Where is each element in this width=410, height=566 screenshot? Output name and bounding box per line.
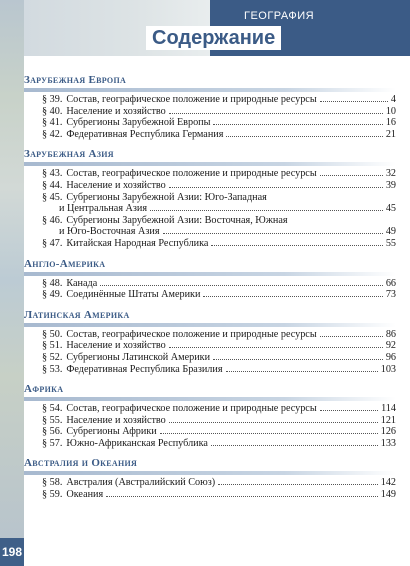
section-title: Австралия и Океания [24, 457, 138, 470]
toc-entry[interactable] [42, 426, 396, 438]
page-ref: 126 [380, 426, 396, 438]
entry-title: Австралия (Австралийский Союз) [66, 477, 216, 489]
entry-title: Состав, географическое положение и природные ресурсы [66, 94, 317, 105]
entry-title: Субрегионы Зарубежной Европы [66, 117, 211, 129]
page-ref: 10 [385, 105, 396, 117]
dot-leader [226, 136, 382, 137]
entry-title: Федеративная Республика Германия [66, 128, 224, 140]
paragraph-number: § 48. [42, 277, 63, 289]
paragraph-number: § 40. [42, 105, 63, 117]
paragraph-number: § 44. [42, 179, 63, 191]
entry-title: Канада [66, 277, 98, 289]
page-ref: 21 [385, 128, 396, 140]
dot-leader [211, 245, 382, 246]
toc-entry[interactable] [42, 192, 396, 204]
toc-entry[interactable] [42, 168, 396, 180]
dot-leader [100, 285, 383, 286]
entry-title: Федеративная Республика Бразилия [66, 363, 223, 375]
toc-entry[interactable] [42, 129, 396, 141]
entry-title: Субрегионы Зарубежной Азии: Юго-Западная [66, 191, 267, 203]
dot-leader [320, 410, 378, 411]
paragraph-number: § 59. [42, 489, 63, 501]
toc-entry[interactable] [42, 106, 396, 118]
toc-entry[interactable] [42, 117, 396, 129]
entry-title-continued: и Юго-Восточная Азия [59, 226, 160, 238]
entry-title: Океания [66, 489, 104, 501]
toc-entry[interactable] [42, 403, 396, 415]
toc-entry[interactable] [42, 289, 396, 301]
paragraph-number: § 46. [42, 214, 63, 226]
entry-title: Население и хозяйство [66, 105, 166, 117]
dot-leader [203, 296, 382, 297]
section-heading [24, 256, 396, 272]
toc-section [24, 72, 396, 140]
page-number: 198 [0, 538, 24, 566]
entry-title: Соединённые Штаты Америки [66, 289, 201, 301]
toc-entry-continuation[interactable] [59, 226, 396, 238]
paragraph-number: § 52. [42, 351, 63, 363]
page-title: Содержание [146, 26, 281, 50]
page-ref: 121 [380, 414, 396, 426]
paragraph-number: § 49. [42, 289, 63, 301]
section-title: Африка [24, 383, 64, 396]
section-underline [24, 323, 396, 327]
paragraph-number: § 54. [42, 403, 63, 415]
dot-leader [106, 496, 378, 497]
entry-title: Состав, географическое положение и природные ресурсы [66, 328, 317, 340]
map-background-strip [0, 0, 24, 538]
section-title: Англо-Америка [24, 257, 106, 270]
page-ref: 4 [390, 94, 396, 105]
toc-section [24, 256, 396, 301]
toc-entry[interactable] [42, 352, 396, 364]
dot-leader [169, 187, 383, 188]
paragraph-number: § 51. [42, 340, 63, 352]
section-underline [24, 272, 396, 276]
paragraph-number: § 45. [42, 191, 63, 203]
toc-entry[interactable] [42, 180, 396, 192]
paragraph-number: § 50. [42, 328, 63, 340]
entry-title: Китайская Народная Республика [66, 237, 209, 249]
page-ref: 114 [381, 403, 396, 415]
dot-leader [218, 484, 378, 485]
toc-entry[interactable] [42, 94, 396, 106]
toc-entry[interactable] [42, 340, 396, 352]
entry-title: Южно-Африканская Республика [66, 437, 208, 449]
toc-entry[interactable] [42, 364, 396, 376]
section-underline [24, 397, 396, 401]
page-ref: 133 [380, 437, 396, 449]
toc-entry[interactable] [42, 238, 396, 250]
section-heading [24, 455, 396, 471]
paragraph-number: § 57. [42, 437, 63, 449]
page-ref: 16 [385, 117, 396, 129]
entry-title: Состав, географическое положение и природные ресурсы [66, 168, 317, 180]
page-ref: 49 [385, 226, 396, 238]
page-ref: 45 [385, 203, 396, 215]
dot-leader [169, 347, 383, 348]
section-title: Зарубежная Азия [24, 148, 114, 161]
toc-entry[interactable] [42, 215, 396, 227]
entry-title: Субрегионы Зарубежной Азии: Восточная, Южная [66, 214, 288, 226]
dot-leader [213, 124, 382, 125]
dot-leader [211, 445, 378, 446]
toc-entry[interactable] [42, 489, 396, 501]
page-ref: 86 [385, 328, 396, 340]
entry-title: Население и хозяйство [66, 340, 166, 352]
toc-section [24, 146, 396, 249]
toc-entry-continuation[interactable] [59, 203, 396, 215]
toc-entry[interactable] [42, 438, 396, 450]
page-ref: 39 [385, 179, 396, 191]
section-heading [24, 146, 396, 162]
toc-section [24, 307, 396, 375]
section-title: Латинская Америка [24, 308, 130, 321]
subject-label: ГЕОГРАФИЯ [244, 10, 315, 22]
paragraph-number: § 56. [42, 426, 63, 438]
toc-section [24, 381, 396, 449]
page-ref: 55 [385, 237, 396, 249]
entry-title: Субрегионы Латинской Америки [66, 351, 211, 363]
dot-leader [213, 359, 383, 360]
section-underline [24, 88, 396, 92]
toc-entry[interactable] [42, 477, 396, 489]
page-ref: 92 [385, 340, 396, 352]
dot-leader [320, 101, 388, 102]
page-ref: 103 [380, 363, 396, 375]
dot-leader [163, 233, 383, 234]
paragraph-number: § 42. [42, 128, 63, 140]
page-ref: 149 [380, 489, 396, 501]
paragraph-number: § 41. [42, 117, 63, 129]
dot-leader [169, 422, 378, 423]
section-title: Зарубежная Европа [24, 74, 127, 86]
dot-leader [150, 210, 383, 211]
paragraph-number: § 47. [42, 237, 63, 249]
paragraph-number: § 55. [42, 414, 63, 426]
entry-title: Население и хозяйство [66, 179, 166, 191]
section-heading [24, 307, 396, 323]
page-ref: 142 [380, 477, 396, 489]
entry-title: Состав, географическое положение и природные ресурсы [66, 403, 317, 415]
dot-leader [320, 175, 383, 176]
paragraph-number: § 53. [42, 363, 63, 375]
paragraph-number: § 39. [42, 94, 63, 105]
dot-leader [320, 336, 383, 337]
section-heading [24, 381, 396, 397]
dot-leader [169, 113, 383, 114]
section-underline [24, 162, 396, 166]
page-ref: 66 [385, 277, 396, 289]
toc-entry[interactable] [42, 329, 396, 341]
dot-leader [160, 433, 378, 434]
toc-entry[interactable] [42, 415, 396, 427]
page-ref: 96 [385, 351, 396, 363]
entry-title: Субрегионы Африки [66, 426, 157, 438]
page-ref: 32 [385, 168, 396, 180]
dot-leader [226, 371, 378, 372]
section-underline [24, 471, 396, 475]
paragraph-number: § 58. [42, 477, 63, 489]
table-of-contents [24, 72, 396, 507]
toc-entry[interactable] [42, 278, 396, 290]
entry-title-continued: и Центральная Азия [59, 203, 148, 215]
entry-title: Население и хозяйство [66, 414, 166, 426]
paragraph-number: § 43. [42, 168, 63, 180]
page-ref: 73 [385, 289, 396, 301]
section-heading [24, 72, 396, 88]
toc-section [24, 455, 396, 500]
